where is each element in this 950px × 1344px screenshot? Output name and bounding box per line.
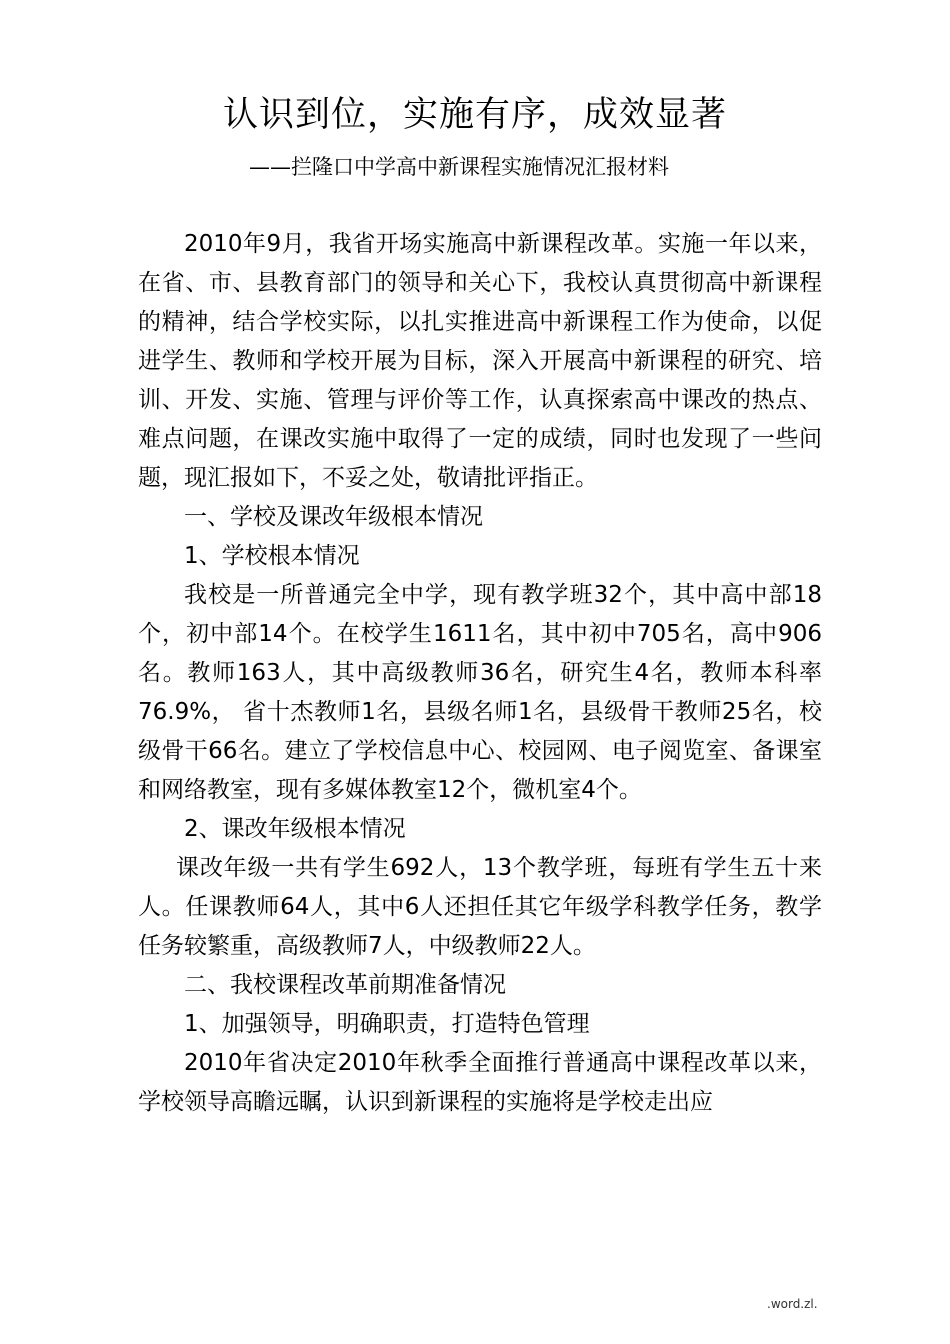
section-heading-1: 一、学校及课改年级根本情况 bbox=[184, 504, 483, 530]
intro-paragraph: 2010年9月，我省开场实施高中新课程改革。实施一年以来，在省、市、县教育部门的领导和关心下，我校认真贯彻高中新课程的精神，结合学校实际，以扎实推进高中新课程工作为使命，以促进学生、教师和学校开展为目标，深入开展高中新课程的研究、培训、开发、实施、管理与评价等工作，认真探索高中课改的热点、难点问题，在课改实施中取得了一定的成绩，同时也发现了一些问题，现汇报如下，不妥之处，敬请批评指正。 bbox=[138, 231, 822, 491]
grade-info-paragraph: 课改年级一共有学生692人，13个教学班，每班有学生五十来人。任课教师64人，其中6人还担任其它年级学科教学任务，教学任务较繁重，高级教师7人，中级教师22人。 bbox=[138, 855, 822, 959]
subsection-heading-1-1: 1、学校根本情况 bbox=[184, 543, 360, 569]
document-title: 认识到位，实施有序，成效显著 bbox=[222, 95, 727, 135]
document-subtitle: ——拦隆口中学高中新课程实施情况汇报材料 bbox=[249, 155, 669, 179]
leadership-paragraph: 2010年省决定2010年秋季全面推行普通高中课程改革以来，学校领导高瞻远瞩，认识到新课程的实施将是学校走出应 bbox=[138, 1050, 822, 1115]
subsection-heading-1-2: 2、课改年级根本情况 bbox=[184, 816, 406, 842]
subsection-heading-2-1: 1、加强领导，明确职责，打造特色管理 bbox=[184, 1011, 590, 1037]
document-body bbox=[138, 225, 822, 1122]
footer-watermark: .word.zl. bbox=[767, 1297, 818, 1311]
section-heading-2: 二、我校课程改革前期准备情况 bbox=[184, 972, 506, 998]
school-info-paragraph: 我校是一所普通完全中学，现有教学班32个，其中高中部18个，初中部14个。在校学生1611名，其中初中705名，高中906名。教师163人，其中高级教师36名，研究生4名，教师本科率76.9%， 省十杰教师1名，县级名师1名，县级骨干教师25名，校级骨干66名。建立了学校信息中心、校园网、电子阅览室、备课室和网络教室，现有多媒体教室12个，微机室4个。 bbox=[138, 582, 822, 803]
